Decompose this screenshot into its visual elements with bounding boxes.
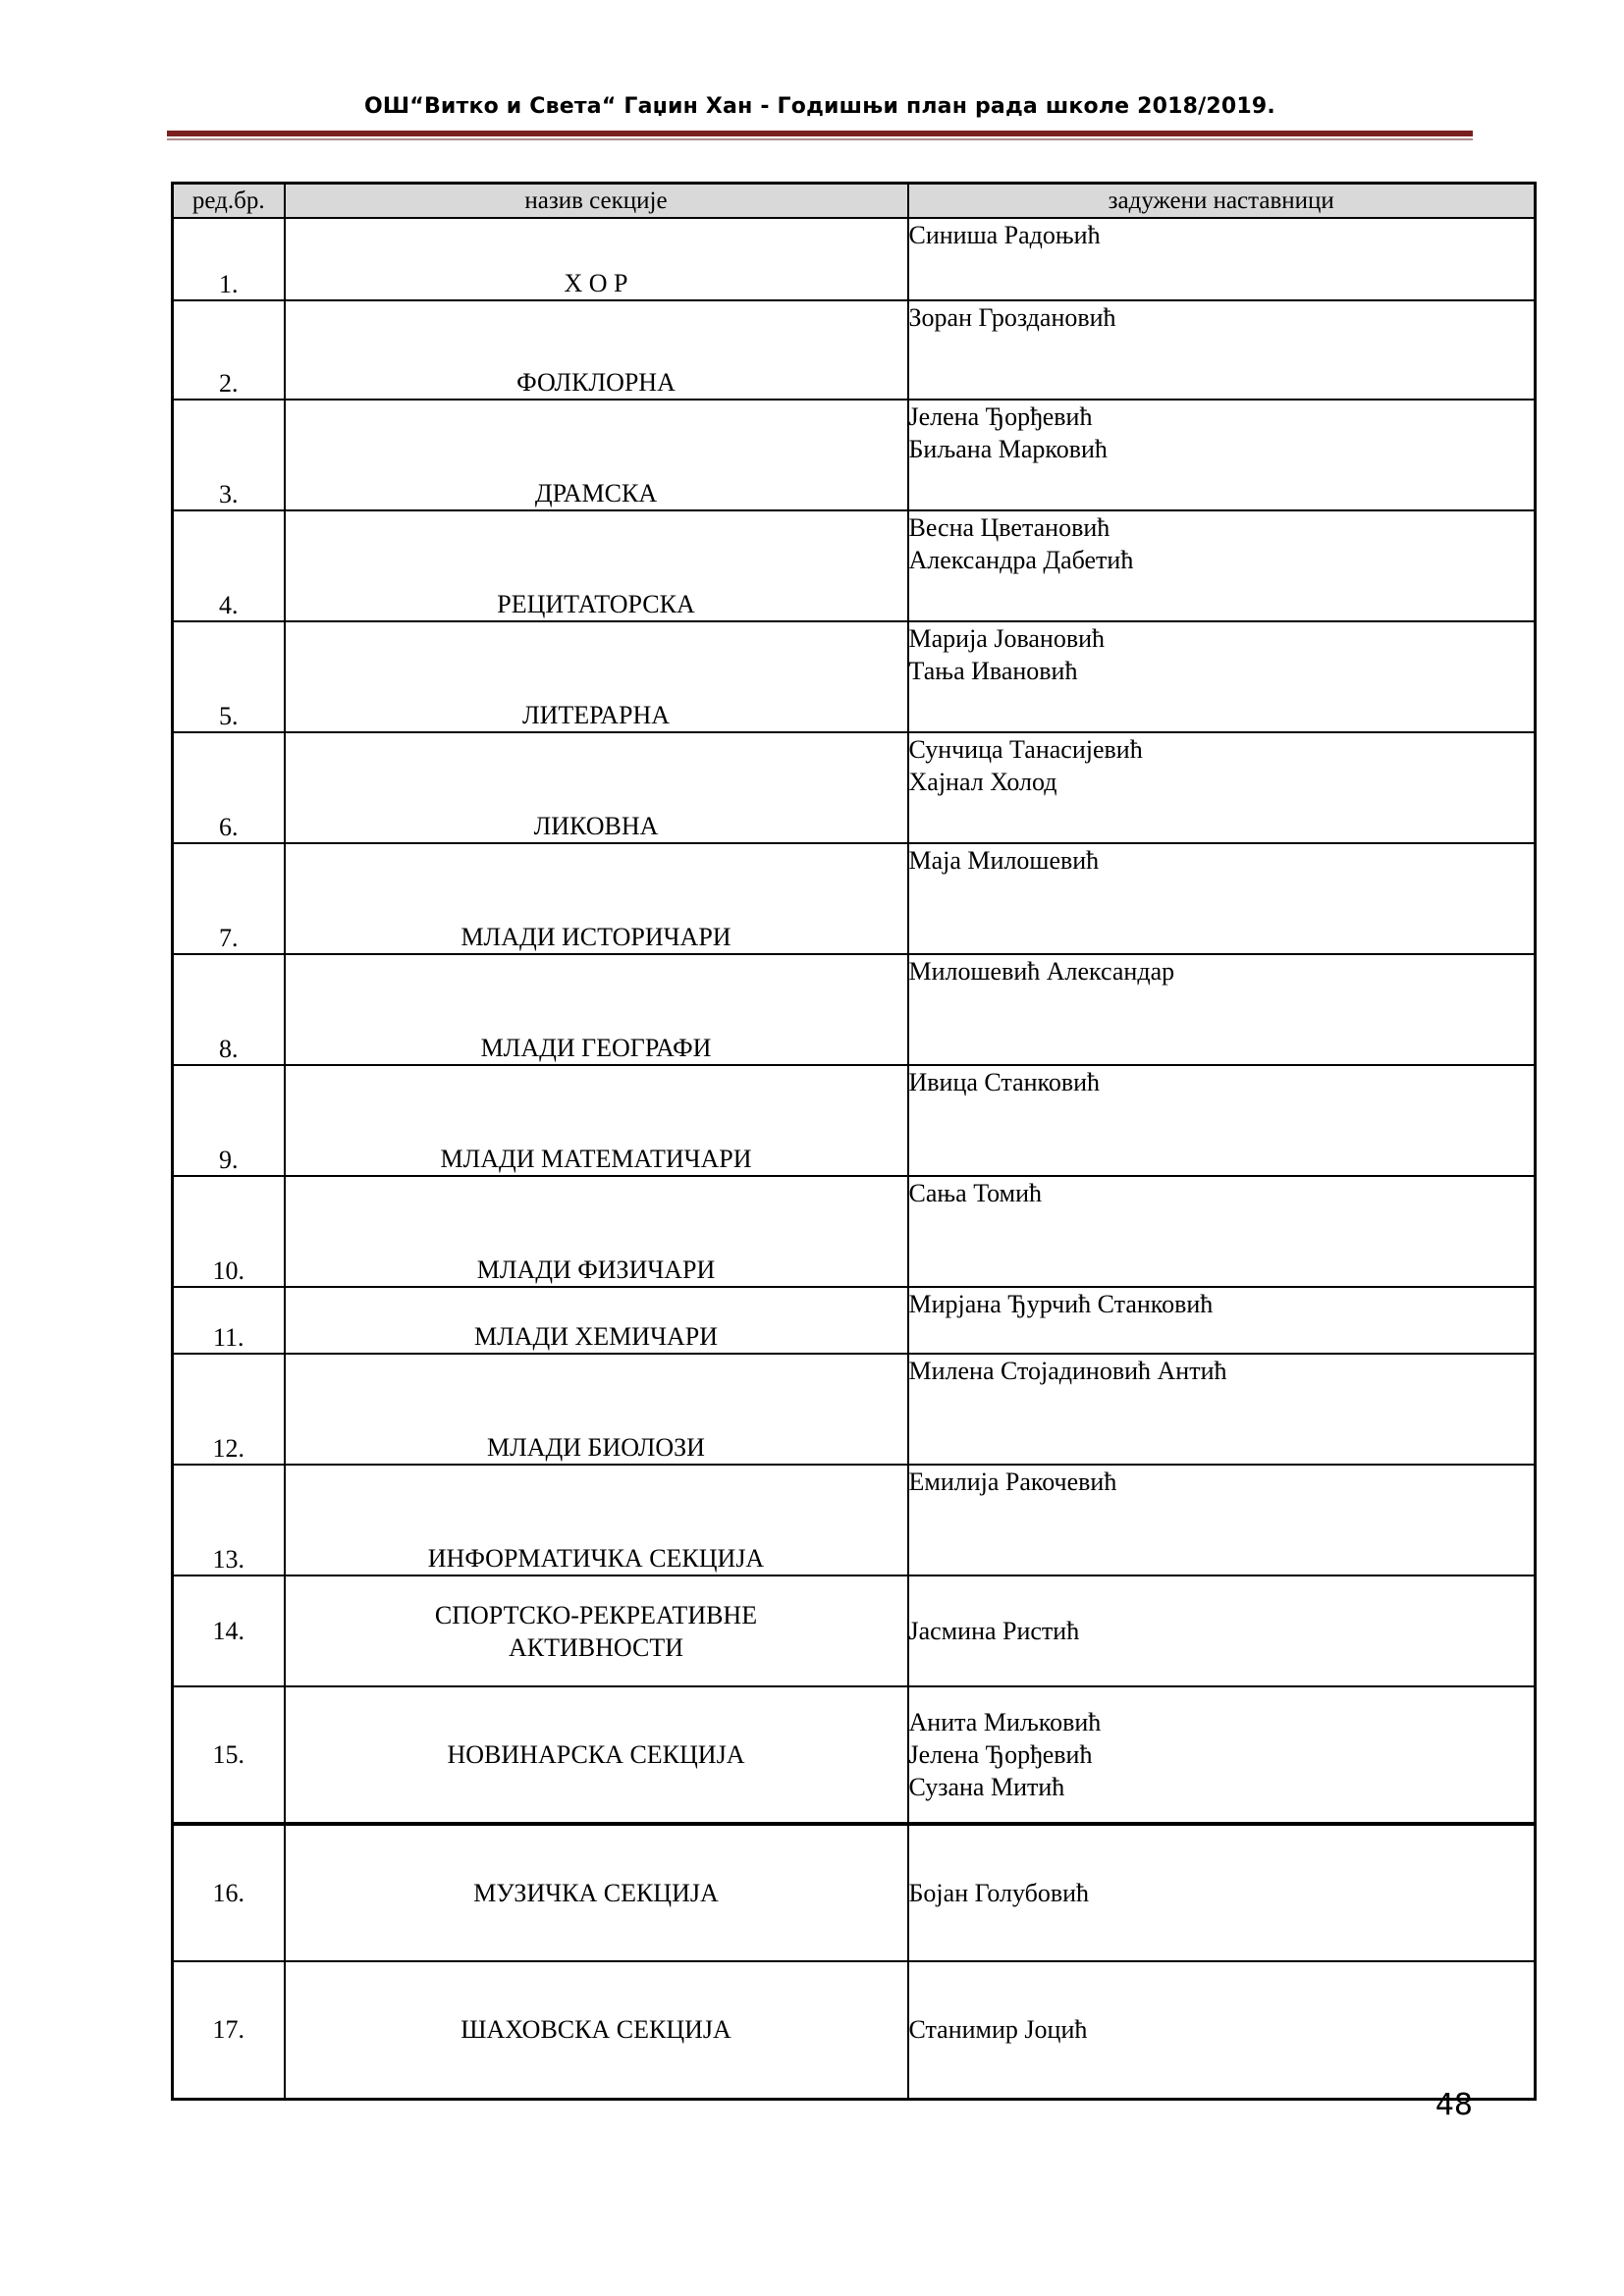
teachers-cell [908,843,1536,954]
table-body [173,218,1536,2099]
table-row [173,954,1536,1065]
section-name-line: МЛАДИ ГЕОГРАФИ [480,1034,712,1062]
section-name [285,843,908,954]
table-header-row [173,184,1536,219]
teacher-name: Маја Милошевић [908,846,1100,875]
row-number: 13. [173,1465,285,1575]
table-row [173,732,1536,843]
sections-table [171,182,1537,2101]
teachers-cell [908,621,1536,732]
teachers-cell [908,1065,1536,1176]
teacher-name: Синиша Радоњић [908,221,1101,249]
teachers-cell [908,732,1536,843]
row-number: 5. [173,621,285,732]
section-name [285,621,908,732]
section-name [285,1824,908,1961]
teachers-cell [908,218,1536,300]
table-row [173,300,1536,400]
table-row [173,510,1536,621]
header-rule-thin [167,138,1473,140]
table-row [173,843,1536,954]
row-number: 7. [173,843,285,954]
teacher-name: Анита Миљковић [908,1708,1102,1736]
section-name-line: ШАХОВСКА СЕКЦИЈА [460,2015,731,2045]
section-name [285,1961,908,2099]
section-name [285,1354,908,1465]
teacher-name: Весна Цветановић [908,513,1110,542]
section-name-line: НОВИНАРСКА СЕКЦИЈА [447,1740,745,1769]
table-row [173,1575,1536,1686]
teacher-name: Мирјана Ђурчић Станковић [908,1290,1214,1318]
teacher-name: Емилија Ракочевић [908,1468,1117,1496]
section-name [285,1575,908,1686]
teacher-name: Хајнал Холод [908,768,1057,796]
column-header-number: ред.бр. [173,184,285,219]
section-name-line: ЛИТЕРАРНА [521,701,671,729]
table-row [173,1465,1536,1575]
section-name-line: СПОРТСКО-РЕКРЕАТИВНЕ [434,1600,758,1629]
section-name-line: ИНФОРМАТИЧКА СЕКЦИЈА [427,1544,765,1573]
section-name [285,1176,908,1287]
section-name [285,1686,908,1824]
row-number: 10. [173,1176,285,1287]
section-name [285,300,908,400]
section-name [285,1065,908,1176]
table-row [173,1287,1536,1354]
teacher-name: Станимир Јоцић [908,2015,1088,2045]
section-name [285,732,908,843]
teachers-cell [908,1465,1536,1575]
teacher-name: Јасмина Ристић [908,1617,1080,1645]
teacher-name: Милена Стојадиновић Антић [908,1357,1227,1385]
section-name-line: МЛАДИ ФИЗИЧАРИ [476,1255,716,1284]
section-name-line: МЛАДИ ХЕМИЧАРИ [473,1322,718,1351]
teacher-name: Ивица Станковић [908,1068,1101,1096]
row-number: 11. [173,1287,285,1354]
teachers-cell [908,510,1536,621]
page-number: 48 [1435,2088,1473,2122]
row-number: 2. [173,300,285,400]
column-header-section: назив секције [285,184,908,219]
teachers-cell [908,400,1536,510]
section-name-line: РЕЦИТАТОРСКА [497,590,695,618]
teacher-name: Зоран Гроздановић [908,303,1116,332]
section-name [285,510,908,621]
row-number: 12. [173,1354,285,1465]
section-name-line: МЛАДИ ИСТОРИЧАРИ [460,923,731,951]
teachers-cell [908,1686,1536,1824]
row-number: 4. [173,510,285,621]
table-row [173,621,1536,732]
teachers-cell [908,300,1536,400]
teacher-name: Јелена Ђорђевић [908,1740,1093,1769]
section-name-line: АКТИВНОСТИ [509,1632,683,1662]
column-header-teachers: задужени наставници [908,184,1536,219]
teacher-name: Сања Томић [908,1179,1043,1207]
section-name-line: МУЗИЧКА СЕКЦИЈА [473,1879,719,1907]
table-row [173,400,1536,510]
page-header-title: ОШ“Витко и Света“ Гаџин Хан - Годишњи план рада школе 2018/2019. [364,94,1275,119]
section-name-line: МЛАДИ МАТЕМАТИЧАРИ [440,1145,752,1173]
section-name-line: ФОЛКЛОРНА [516,368,676,397]
row-number: 1. [173,218,285,300]
teacher-name: Сузана Митић [908,1773,1065,1801]
row-number: 9. [173,1065,285,1176]
section-name-line: ДРАМСКА [534,479,658,507]
header-rule [167,131,1473,136]
section-name [285,1287,908,1354]
section-name [285,954,908,1065]
teachers-cell [908,1961,1536,2099]
row-number: 14. [173,1575,285,1686]
section-name-line: МЛАДИ БИОЛОЗИ [487,1433,705,1462]
row-number: 3. [173,400,285,510]
table-row [173,1065,1536,1176]
teachers-cell [908,1287,1536,1354]
table-row [173,1686,1536,1824]
teachers-cell [908,1824,1536,1961]
teachers-cell [908,1354,1536,1465]
teacher-name: Биљана Марковић [908,435,1108,463]
teachers-cell [908,954,1536,1065]
teacher-name: Марија Јовановић [908,624,1106,653]
section-name [285,400,908,510]
teacher-name: Сунчица Танасијевић [908,735,1143,764]
section-name-line: Х О Р [564,269,628,297]
table-row [173,218,1536,300]
row-number: 17. [173,1961,285,2099]
teachers-cell [908,1575,1536,1686]
row-number: 15. [173,1686,285,1824]
teacher-name: Александра Дабетић [908,546,1134,574]
teacher-name: Милошевић Александар [908,957,1175,986]
table-row [173,1824,1536,1961]
row-number: 6. [173,732,285,843]
teacher-name: Тања Ивановић [908,657,1078,685]
teacher-name: Јелена Ђорђевић [908,402,1093,431]
section-name [285,218,908,300]
teacher-name: Бојан Голубовић [908,1879,1090,1907]
teachers-cell [908,1176,1536,1287]
table-row [173,1354,1536,1465]
row-number: 8. [173,954,285,1065]
row-number: 16. [173,1824,285,1961]
table-row [173,1176,1536,1287]
section-name-line: ЛИКОВНА [533,812,659,840]
section-name [285,1465,908,1575]
table-row [173,1961,1536,2099]
